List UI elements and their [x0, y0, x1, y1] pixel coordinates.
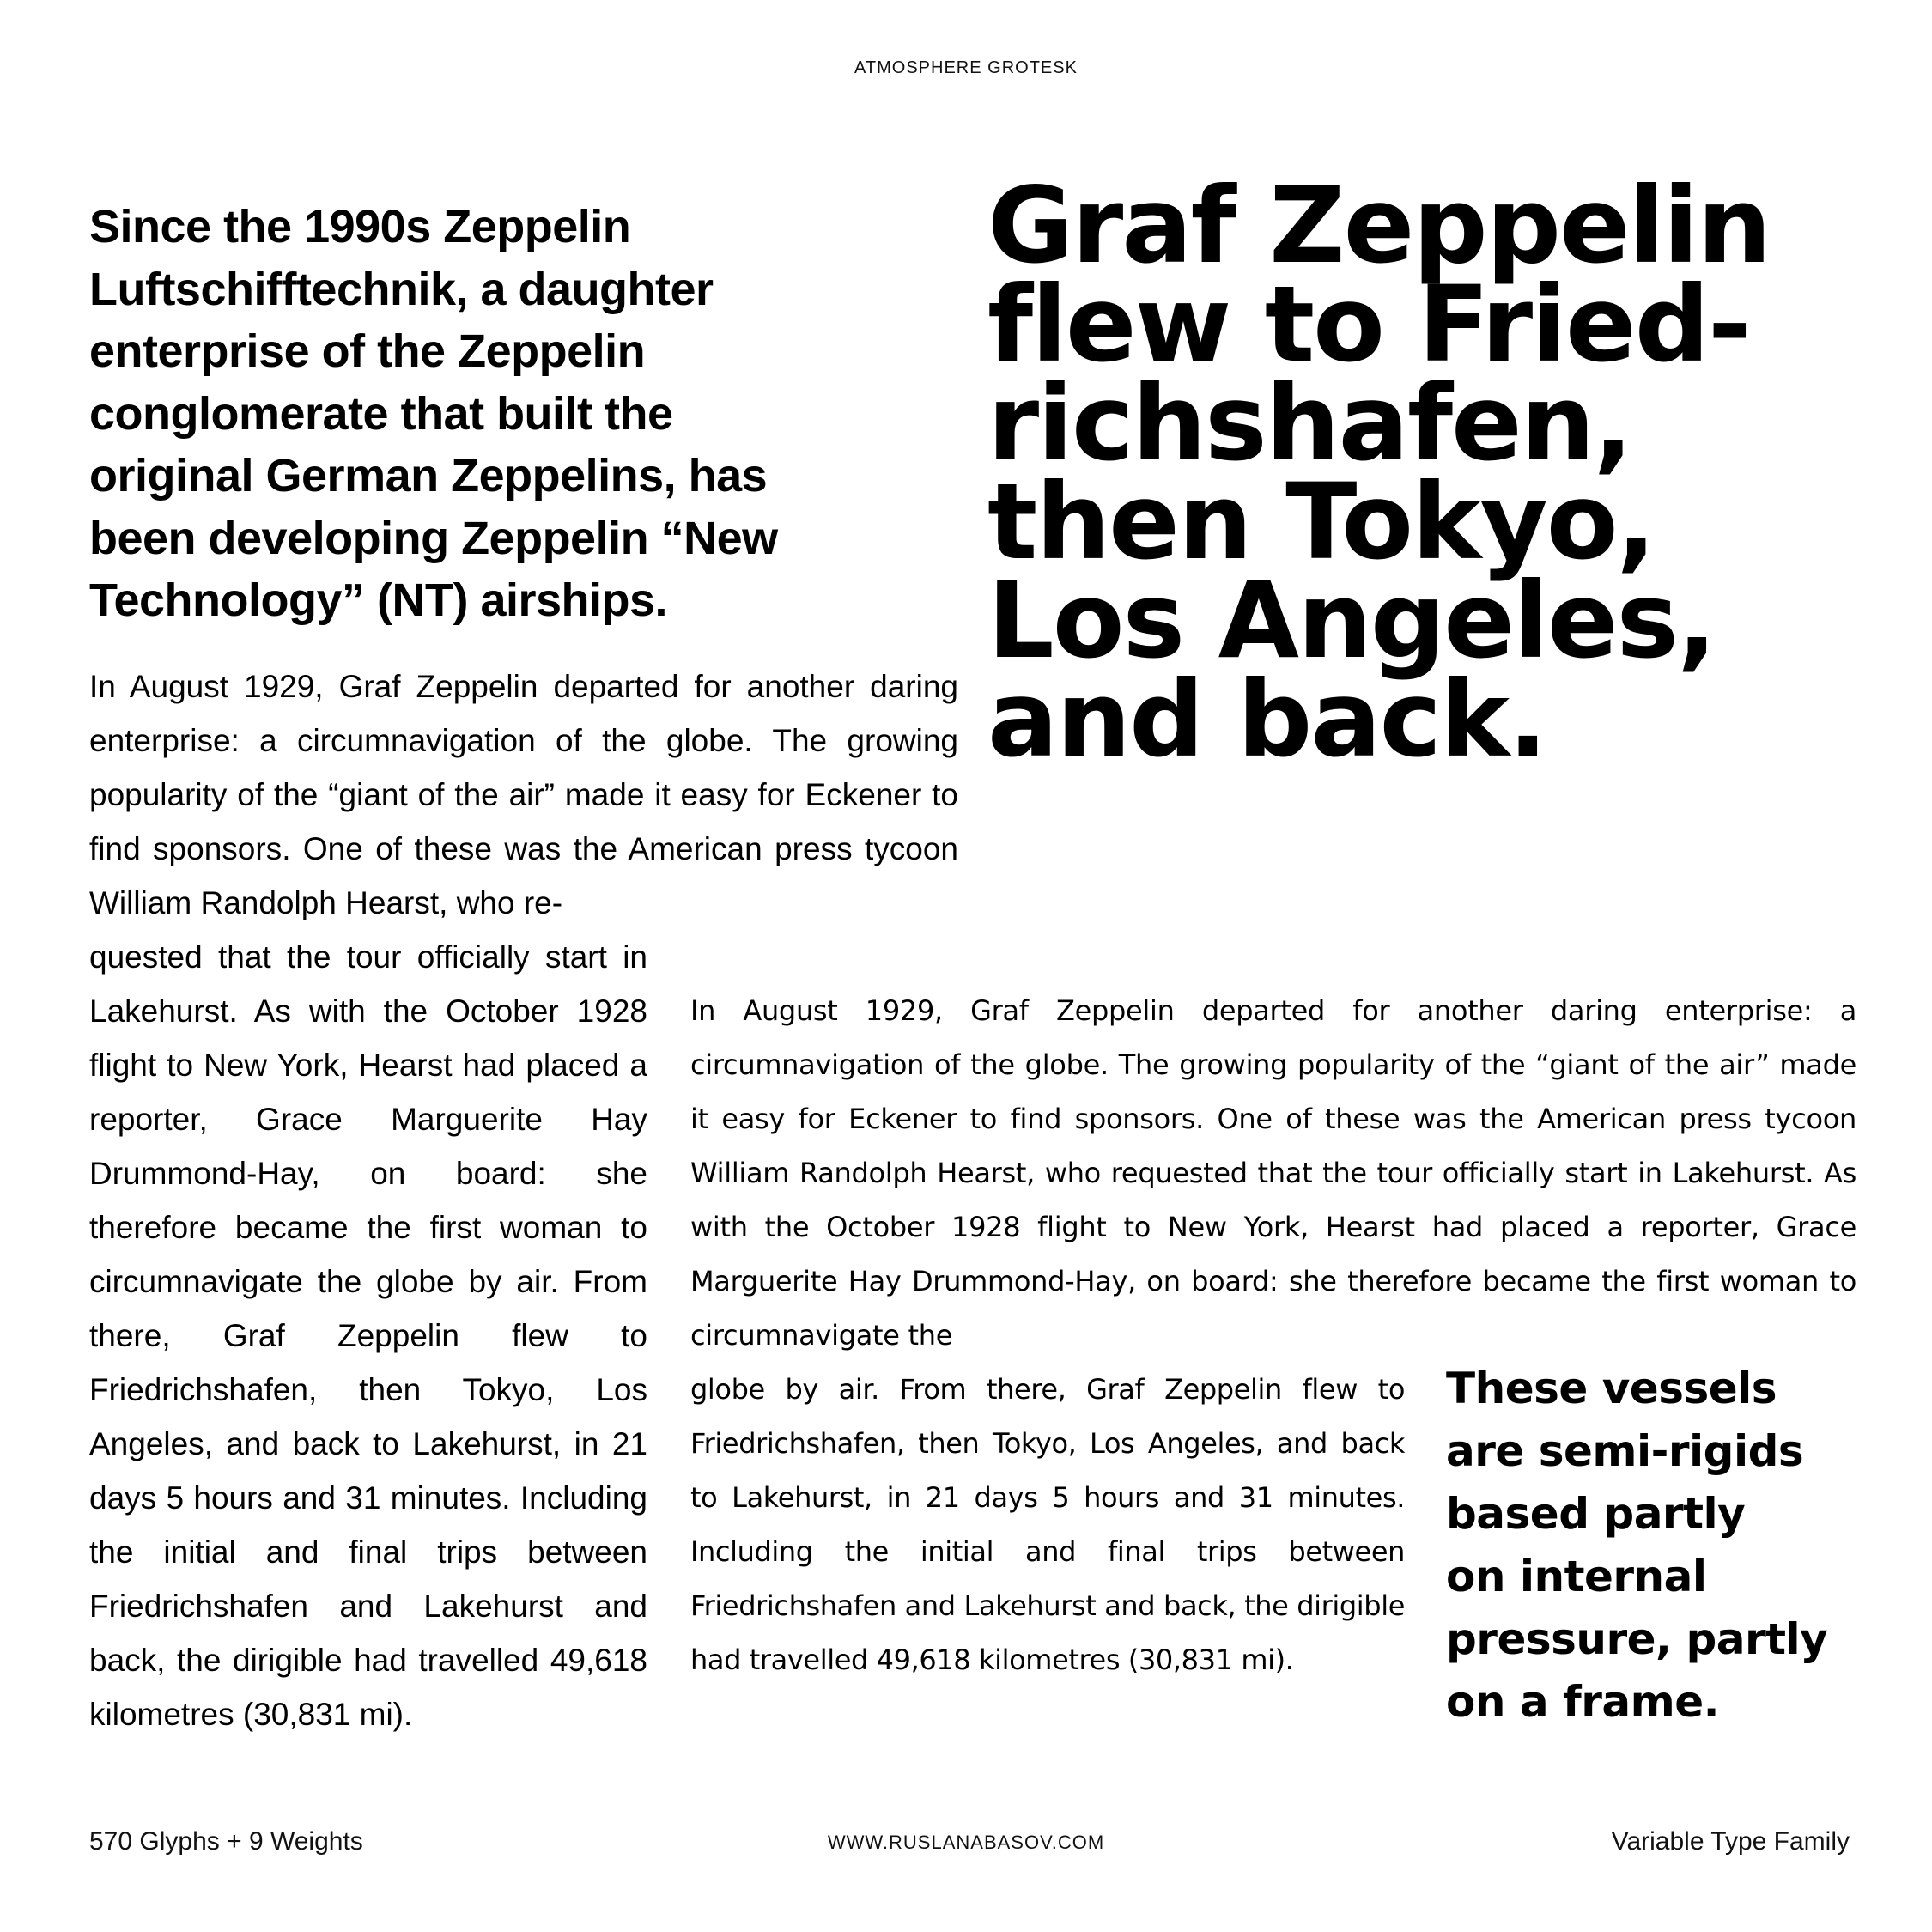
- intro-line: Technology” (NT) airships.: [89, 574, 668, 626]
- pull-quote-line: are semi-rigids: [1446, 1426, 1804, 1476]
- intro-line: conglomerate that built the: [89, 387, 673, 440]
- intro-line: Luftschifftechnik, a daughter: [89, 263, 714, 315]
- body-text-right-wide: In August 1929, Graf Zeppelin departed for another daring enterprise: a circumnavigation of the globe. The growing popularity of the “giant of the air” made it easy for Eckener to find sponsors. One of these was the American press tycoon William Randolph Hearst, who requested that the tour officially start in Lakehurst. As with the October 1928 flight to New York, Hearst had placed a reporter, Grace Marguerite Hay Drummond-Hay, on board: she therefore became the first woman to circumnavigate the: [690, 994, 1856, 1352]
- body-text-left-top: In August 1929, Graf Zeppelin departed for another daring enterprise: a circumnavigation of the globe. The growing popularity of the “giant of the air” made it easy for Eckener to find sponsors. One of these was the American press tycoon William Randolph Hearst, who re-: [89, 669, 958, 920]
- display-line: richshafen,: [987, 362, 1631, 484]
- body-text-left-column: quested that the tour officially start in Lakehurst. As with the October 1928 flight to New York, Hearst had placed a reporter, Grace Marguerite Hay Drummond-Hay, on board: she therefore became the first woman to circumnavigate the globe by air. From there, Graf Zeppelin flew to Friedrichshafen, then Tokyo, Los Angeles, and back to Lakehurst, in 21 days 5 hours and 31 minutes. Including the initial and final trips between Friedrichshafen and Lakehurst and back, the dirigible had travelled 49,618 kilometres (30,831 mi).: [89, 939, 647, 1732]
- footer-website-link[interactable]: WWW.RUSLANABASOV.COM: [827, 1832, 1105, 1853]
- intro-line: enterprise of the Zeppelin: [89, 325, 646, 377]
- pull-quote-line: on internal: [1446, 1552, 1707, 1601]
- pull-quote: [1446, 1358, 1893, 1734]
- intro-paragraph: [89, 196, 948, 632]
- display-line: then Tokyo,: [987, 461, 1655, 583]
- body-text-right-column: globe by air. From there, Graf Zeppelin flew to Friedrichshafen, then Tokyo, Los Angeles, and back to Lakehurst, in 21 days 5 hours and 31 minutes. Including the initial and final trips between Friedrichshafen and Lakehurst and back, the dirigible had travelled 49,618 kilometres (30,831 mi).: [690, 1373, 1405, 1676]
- pull-quote-line: based partly: [1446, 1489, 1746, 1539]
- display-headline: [987, 165, 1915, 781]
- intro-line: Since the 1990s Zeppelin: [89, 201, 631, 252]
- display-line: Los Angeles,: [987, 560, 1716, 682]
- display-line: flew to Fried-: [987, 264, 1750, 386]
- display-line: and back.: [987, 659, 1546, 781]
- pull-quote-line: pressure, partly: [1446, 1614, 1828, 1664]
- pull-quote-line: on a frame.: [1446, 1677, 1720, 1727]
- header-title: ATMOSPHERE GROTESK: [854, 58, 1078, 77]
- footer-glyphs-weights: 570 Glyphs + 9 Weights: [89, 1827, 363, 1856]
- pull-quote-line: These vessels: [1446, 1364, 1777, 1413]
- intro-line: original German Zeppelins, has: [89, 450, 768, 501]
- footer-family-type: Variable Type Family: [1611, 1827, 1850, 1856]
- display-line: Graf Zeppelin: [987, 165, 1771, 287]
- intro-line: been developing Zeppelin “New: [89, 512, 778, 564]
